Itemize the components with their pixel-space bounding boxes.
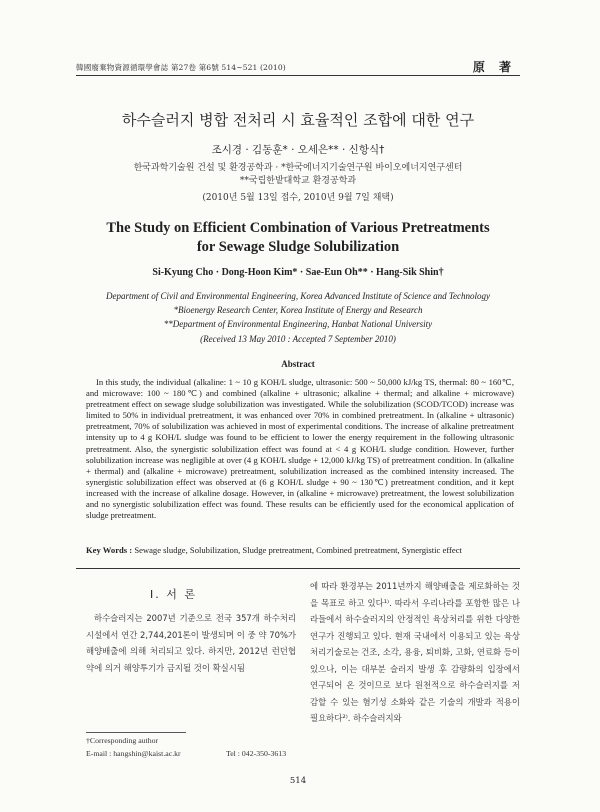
- korean-affiliation-1: 한국과학기술원 건설 및 환경공학과 · *한국에너지기술연구원 바이오에너지연구센터: [133, 163, 463, 173]
- intro-right-column: 에 따라 환경부는 2011년까지 해양배출을 제로화하는 것을 목표로 하고 있다¹⁾. 따라서 우리나라를 포함한 많은 나라들에서 하수슬러지의 안정적인 육상처리를 위한 다양한 연구가 진행되고 있다. 현재 국내에서 이용되고 있는 육상처리기술로는 건조, 소각, 용융, 퇴비화, 고화, 연료화 등이 있으나, 이는 대부분 슬러지 발생 후 감량화의 입장에서 연구되어 온 것이므로 보다 원천적으로 하수슬러지를 저감할 수 있는 혐기성 소화와 같은 기술의 개발과 적용이 필요하다²⁾. 하수슬러지와: [310, 581, 520, 723]
- english-affiliation-2: *Bioenergy Research Center, Korea Institute of Energy and Research: [173, 305, 423, 315]
- section-rule: [76, 568, 520, 569]
- keywords: [86, 545, 516, 555]
- footnote-rule: [86, 732, 186, 733]
- footnote-corresponding: †Corresponding author: [86, 736, 159, 745]
- footnote-tel: Tel : 042-350-3613: [226, 749, 287, 758]
- keywords-label: Key Words :: [86, 545, 133, 555]
- footnote-email: E-mail : hangshin@kaist.ac.kr: [86, 749, 181, 758]
- english-title: [76, 219, 520, 257]
- english-title-line-2: for Sewage Sludge Solubilization: [196, 239, 400, 255]
- english-title-line-1: The Study on Efficient Combination of Various Pretreatments: [106, 220, 490, 236]
- english-authors: Si-Kyung Cho · Dong-Hoon Kim* · Sae-Eun Oh** · Hang-Sik Shin†: [152, 267, 444, 278]
- page-number: 514: [289, 776, 307, 786]
- abstract-text: In this study, the individual (alkaline: 1 ~ 10 g KOH/L sludge, ultrasonic: 500 ~ 50,000 kJ/kg TS, thermal: 80 ~ 160℃, and microwave: 100 ~ 180℃) and combined (alkaline + ultrasonic; alkaline + thermal; and alkaline + microwave) pretreatment effect on sewage sludge solubilization was investigated. While the solubilization (SCOD/TCOD) increase was limited to 50% in individual pretreatment, it was enhanced over 70% in combined pretreatment. In (alkaline + ultrasonic) pretreatment, 70% of solubilization was achieved in most of experimental conditions. The increase of alkaline pretreatment intensity up to 4 g KOH/L sludge was found to be efficient to lower the energy requirement in the following ultrasonic pretreatment. Also, the synergistic solubilization effect was found at < 4 g KOH/L sludge condition. However, further solubilization increase was negligible at over (4 g KOH/L sludge + 12,000 kJ/kg TS) of pretreatment condition. In (alkaline + thermal) and (alkaline + microwave) pretreatment, solubilization increased as the combined intensity increased. The synergistic solubilization effect was observed at (6 g KOH/L sludge + 90 ~ 130℃) pretreatment condition, and it kept increased with the increase of alkaline dosage. However, in (alkaline + microwave) pretreatment, the lowest solubilization and no synergistic solubilization effect was found. These results can be efficiently used for the economical application of sludge pretreatment.: [86, 377, 514, 521]
- header-rule: [76, 75, 520, 76]
- korean-dates: (2010년 5월 13일 접수, 2010년 9월 7일 채택): [202, 193, 394, 203]
- section-heading: I. 서 론: [150, 588, 197, 601]
- journal-header: 韓國廢棄物資源循環學會誌 第27卷 第6號 514~521 (2010): [76, 63, 286, 72]
- keywords-text: Sewage sludge, Solubilization, Sludge pretreatment, Combined pretreatment, Synergistic effect: [134, 545, 462, 555]
- abstract-heading: Abstract: [281, 359, 315, 369]
- intro-left-column: 하수슬러지는 2007년 기준으로 전국 357개 하수처리시설에서 연간 2,744,201톤이 발생되며 이 중 약 70%가 해양배출에 의해 처리되고 있다. 하지만, 2012년 런던협약에 의거 해양투기가 금지될 것이 확실시됨: [86, 613, 296, 673]
- document-type: 原 著: [472, 60, 516, 74]
- english-affiliation-1: Department of Civil and Environmental Engineering, Korea Advanced Institute of Science and Technology: [105, 291, 490, 301]
- korean-authors: 조시경 · 김동훈* · 오세은** · 신항식†: [211, 144, 385, 156]
- korean-title: 하수슬러지 병합 전처리 시 효율적인 조합에 대한 연구: [121, 111, 475, 129]
- english-dates: (Received 13 May 2010 : Accepted 7 September 2010): [200, 334, 396, 344]
- english-affiliation-3: **Department of Environmental Engineering, Hanbat National University: [163, 319, 433, 329]
- korean-affiliation-2: **국립한밭대학교 환경공학과: [239, 176, 357, 186]
